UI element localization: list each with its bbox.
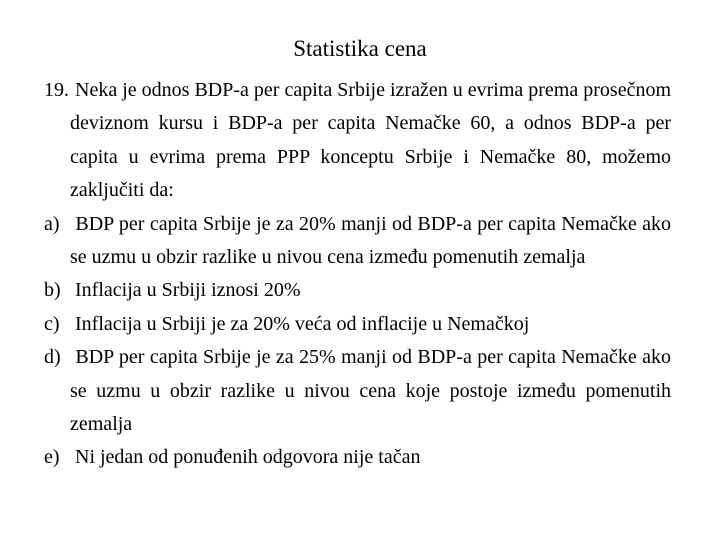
- question-text: Neka je odnos BDP-a per capita Srbije izražen u evrima prema prosečnom deviznom kursu i BDP-a per capita Nemačke 60, a odnos BDP-a per capita u evrima prema PPP konceptu Srbije i Nemačke 80, možemo zaključiti da:: [70, 79, 672, 202]
- option-text: BDP per capita Srbije je za 25% manji od BDP-a per capita Nemačke ako se uzmu u obzir razlike u nivou cena koje postoje između pomenutih zemalja: [70, 346, 672, 436]
- option-marker: c): [44, 312, 65, 335]
- answer-option-d: [44, 341, 671, 441]
- answer-option-a: [44, 208, 671, 275]
- option-text: BDP per capita Srbije je za 20% manji od BDP-a per capita Nemačke ako se uzmu u obzir razlike u nivou cena između pomenutih zemalja: [70, 212, 672, 269]
- slide-title: Statistika cena: [293, 36, 427, 61]
- option-marker: e): [44, 446, 65, 469]
- answer-option-c: [44, 308, 671, 341]
- question-number: 19.: [44, 79, 74, 101]
- answer-option-e: [44, 441, 671, 474]
- option-marker: a): [44, 212, 65, 235]
- option-text: Inflacija u Srbiji je za 20% veća od inflacije u Nemačkoj: [75, 312, 530, 335]
- answer-option-b: [44, 274, 671, 307]
- option-text: Ni jedan od ponuđenih odgovora nije tačan: [75, 446, 421, 469]
- question-block: [44, 74, 671, 475]
- question-stem: [44, 74, 671, 208]
- option-marker: b): [44, 279, 66, 302]
- option-text: Inflacija u Srbiji iznosi 20%: [75, 279, 301, 302]
- option-marker: d): [44, 346, 66, 369]
